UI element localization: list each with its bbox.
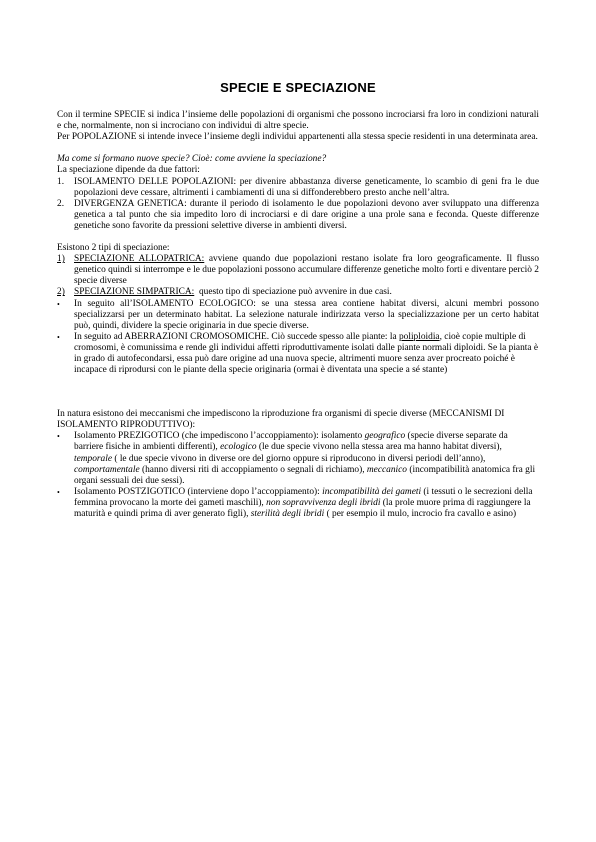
bullet-text: ( per esempio il mulo, incrocio fra cavallo e asino) — [324, 509, 517, 519]
bullet-icon: • — [57, 487, 60, 497]
bullet-body — [74, 431, 539, 486]
bullet-text: , cioè copie multiple di cromosomi, è comunissima e rende gli individui affetti riproduttivamente isolati dalle piante normali diploidi. Se la pianta è in grado di autofecondarsi, essa può dare origine ad una nuova specie, altrimenti muore senza aver procreato poiché è incapace di riprodursi con le piante della specie originaria (ormai è diventata una specie a sé stante) — [74, 331, 539, 376]
bullet-item — [57, 487, 539, 520]
bullet-text: Isolamento PREZIGOTICO (che impediscono l’accoppiamento): isolamento — [74, 431, 365, 442]
bullet-text: In seguito all’ISOLAMENTO ECOLOGICO: se una stessa area contiene habitat diversi, alcuni membri possono specializzarsi per un determinato habitat. La selezione naturale indirizzata verso la specializzazione per un certo habitat può, quindi, dividere la specie originaria in due specie diverse. — [74, 298, 539, 331]
bullet-icon: • — [57, 299, 60, 309]
bullet-text: Isolamento POSTZIGOTICO (interviene dopo l’accoppiamento): — [74, 486, 323, 497]
mechanisms-intro: In natura esistono dei meccanismi che impediscono la riproduzione fra organismi di specie diverse (MECCANISMI DI ISOLAMENTO RIPRODUTTIVO): — [57, 409, 505, 431]
list-number: 1. — [57, 176, 65, 187]
bullet-text: (le due specie vivono nella stessa area ma hanno habitat diversi), — [256, 442, 502, 453]
italic-term: ecologico — [220, 442, 257, 453]
list-number: 2. — [57, 198, 65, 209]
list-number: 1) — [57, 254, 65, 265]
list-item-text: ISOLAMENTO DELLE POPOLAZIONI: per divenire abbastanza diverse geneticamente, lo scambio di geni fra le due popolazioni deve cessare, altrimenti i cambiamenti di una si diffonderebbero presto anche nell’altra. — [74, 176, 539, 198]
bullet-text: ( le due specie vivono in diverse ore del giorno oppure si riproducono in diversi periodi dell’anno), — [112, 453, 486, 464]
page-title: SPECIE E SPECIAZIONE — [220, 80, 376, 95]
bullet-text: (specie diverse separate da barriere fisiche in ambienti differenti), — [74, 431, 508, 453]
italic-term: comportamentale — [74, 464, 140, 475]
bullet-body — [74, 487, 539, 520]
underlined-term: poliploidia — [398, 331, 440, 342]
list-item — [57, 287, 539, 298]
list-item — [57, 199, 539, 232]
bullet-text: (incompatibilità anatomica fra gli organi sessuali dei due sessi). — [74, 464, 536, 486]
list-item-body — [74, 254, 539, 287]
italic-term: incompatibilità dei gameti — [322, 486, 422, 497]
list-item-body — [74, 287, 539, 298]
bullet-item — [57, 299, 539, 332]
bullet-item — [57, 332, 539, 376]
type-label: SPECIAZIONE ALLOPATRICA: — [74, 254, 205, 265]
list-number: 2) — [57, 287, 65, 298]
bullet-text: (la prole muore prima di raggiungere la maturità e quindi prima di aver generato figli), — [74, 497, 531, 519]
bullet-text: In seguito ad ABERRAZIONI CROMOSOMICHE. Ciò succede spesso alle piante: la — [74, 331, 399, 342]
bullet-icon: • — [57, 332, 60, 342]
bullet-text: (hanno diversi riti di accoppiamento o segnali di richiamo), — [139, 464, 367, 475]
definition-specie: Con il termine SPECIE si indica l’insieme delle popolazioni di organismi che possono incrociarsi fra loro in condizioni naturali e che, normalmente, non si incrociano con individui di altre specie. — [57, 110, 539, 132]
bullet-item — [57, 431, 539, 486]
definition-popolazione: Per POPOLAZIONE si intende invece l’insieme degli individui appartenenti alla stessa specie residenti in una determinata area. — [57, 132, 538, 143]
bullet-body — [74, 332, 539, 376]
list-item-text: DIVERGENZA GENETICA: durante il periodo di isolamento le due popolazioni devono aver sviluppato una differenza genetica a tal punto che sia impedito loro di incrociarsi e di dare origine a una prole sana e feconda. Queste differenze genetiche sono favorite da pressioni selettive diverse in ambienti diversi. — [74, 198, 539, 231]
italic-term: sterilità degli ibridi — [250, 509, 325, 519]
italic-term: geografico — [364, 431, 406, 442]
type-label: SPECIAZIONE SIMPATRICA: — [74, 287, 195, 298]
factors-intro: La speciazione dipende da due fattori: — [57, 165, 200, 176]
list-item — [57, 177, 539, 199]
type-text: avviene quando due popolazioni restano isolate fra loro geograficamente. Il flusso genetico quindi si interrompe e le due popolazioni possono accumulare differenze genetiche molto forti e diventare perciò 2 specie diverse — [74, 254, 540, 287]
italic-term: meccanico — [366, 464, 407, 475]
document-page — [57, 82, 539, 520]
question-line — [57, 154, 539, 165]
list-item — [57, 254, 539, 287]
bullet-icon: • — [57, 432, 60, 442]
italic-term: temporale — [74, 453, 113, 464]
bullet-text: (i tessuti o le secrezioni della femmina provocano la morte dei gameti maschili), — [74, 486, 533, 508]
type-text: questo tipo di speciazione può avvenire in due casi. — [194, 287, 392, 298]
italic-term: non sopravvivenza degli ibridi — [266, 497, 381, 508]
types-intro: Esistono 2 tipi di speciazione: — [57, 243, 170, 254]
question-text: Ma come si formano nuove specie? Cioè: come avviene la speciazione? — [57, 154, 327, 165]
